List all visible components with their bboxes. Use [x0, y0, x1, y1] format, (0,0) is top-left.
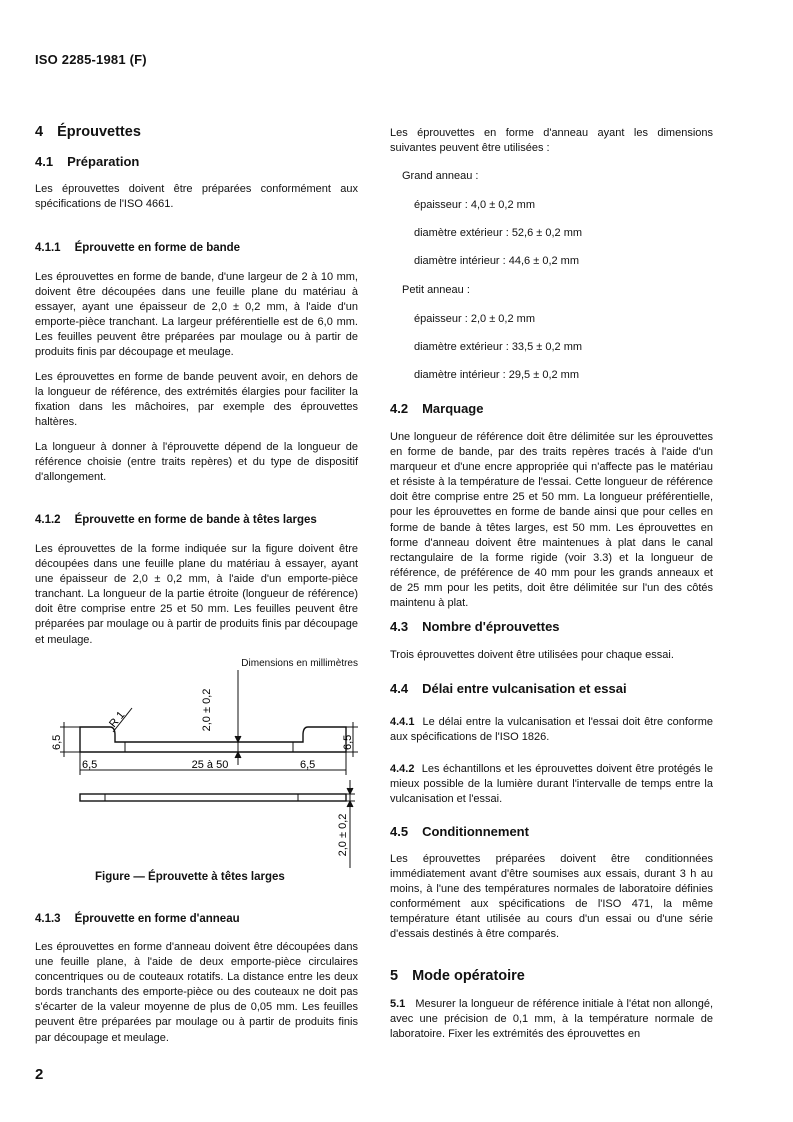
- section-title: Marquage: [422, 401, 484, 416]
- paragraph-text: Les échantillons et les éprouvettes doivent être protégés le mieux possible de la lumière durant l'intervalle de temps entre la vulcanisation et l'essai.: [390, 763, 713, 806]
- section-number: 4.1: [35, 154, 54, 169]
- dim-thickness-top-label: 2,0 ± 0,2: [201, 688, 213, 732]
- paragraph-text: Le délai entre la vulcanisation et l'essai doit être conforme aux spécifications de l'ISO 1826.: [390, 716, 713, 744]
- section-4-1-3-heading: [35, 913, 240, 925]
- section-title: Conditionnement: [422, 824, 529, 839]
- dim-left-width-label: 6,5: [82, 759, 98, 771]
- dim-radius-label: R 1: [107, 709, 128, 730]
- petit-anneau-item: épaisseur : 2,0 ± 0,2 mm: [414, 313, 535, 325]
- section-4-5-heading: [390, 824, 529, 839]
- section-4-1-2-heading: [35, 514, 317, 526]
- section-title: Préparation: [67, 154, 140, 169]
- paragraph-text: Mesurer la longueur de référence initiale à l'état non allongé, avec une précision de 0,1 mm, à la température normale de laboratoire. Fixer les extrémités des éprouvettes en: [390, 998, 714, 1041]
- paragraph-4-1-1-c: La longueur à donner à l'éprouvette dépend de la longueur de référence choisie (entre traits repères) et du type de dispositif d'allongement.: [35, 441, 358, 484]
- figure-caption: Figure — Éprouvette à têtes larges: [95, 871, 285, 883]
- page-number: 2: [35, 1066, 44, 1083]
- petit-anneau-item: diamètre extérieur : 33,5 ± 0,2 mm: [414, 341, 583, 353]
- paragraph-4-4-2: [390, 762, 713, 807]
- arrowhead: [235, 736, 241, 742]
- dim-thickness-bottom-label: 2,0 ± 0,2: [337, 813, 349, 857]
- section-4-2-heading: [390, 401, 483, 416]
- section-number: 4.1.3: [35, 913, 61, 925]
- section-title: Éprouvette en forme d'anneau: [74, 913, 240, 925]
- dim-gauge-label: 25 à 50: [191, 759, 229, 771]
- grand-anneau-label: Grand anneau :: [402, 170, 479, 182]
- section-number: 4.1.1: [35, 242, 61, 254]
- specimen-side-view: [80, 794, 346, 801]
- paragraph-4-1-2: Les éprouvettes de la forme indiquée sur la figure doivent être découpées dans une feuille plane du matériau à essayer, ayant une épaisseur de 2,0 ± 0,2 mm, à l'aide d'un emporte-pièce tranchant. La longueur de la partie étroite (longueur de référence) doit être comprise entre 25 et 50 mm. Les feuilles peuvent être préparées par moulage ou à partir de produits finis par découpage et meulage.: [35, 543, 358, 646]
- paragraph-4-4-1: [390, 715, 713, 745]
- dim-left-height-label: 6,5: [51, 734, 63, 750]
- specimen-outline: [80, 727, 346, 752]
- grand-anneau-item: diamètre intérieur : 44,6 ± 0,2 mm: [414, 255, 579, 267]
- section-number: 4.3: [390, 619, 409, 634]
- paragraph-number: 4.4.1: [390, 716, 415, 728]
- section-4-1-heading: [35, 154, 139, 169]
- paragraph-4-1-1-b: Les éprouvettes en forme de bande peuvent avoir, en dehors de la longueur de référence, des extrémités élargies pour faciliter la fixation dans les mâchoires, par exemple des éprouvettes haltères.: [35, 371, 358, 429]
- section-title: Éprouvette en forme de bande: [74, 242, 241, 254]
- petit-anneau-label: Petit anneau :: [402, 284, 470, 296]
- paragraph-number: 5.1: [390, 998, 406, 1010]
- paragraph-4-1: Les éprouvettes doivent être préparées conformément aux spécifications de l'ISO 4661.: [35, 183, 358, 211]
- section-4-3-heading: [390, 619, 560, 634]
- grand-anneau-item: épaisseur : 4,0 ± 0,2 mm: [414, 199, 535, 211]
- section-title: Mode opératoire: [412, 968, 525, 984]
- section-number: 4.1.2: [35, 514, 61, 526]
- paragraph-4-1-1-a: Les éprouvettes en forme de bande, d'une largeur de 2 à 10 mm, doivent être découpées dans une feuille plane du matériau à essayer, ayant une épaisseur de 2,0 ± 0,2 mm, à l'aide d'un emporte-pièce tranchant. La largeur préférentielle est de 6,0 mm. Les feuilles peuvent être préparées par moulage ou à partir de produits finis par découpage et meulage.: [35, 271, 358, 359]
- paragraph-number: 4.4.2: [390, 763, 415, 775]
- section-title: Délai entre vulcanisation et essai: [422, 681, 627, 696]
- figure-units-note: Dimensions en millimètres: [241, 658, 358, 669]
- section-number: 4.4: [390, 681, 409, 696]
- section-4-heading: [35, 124, 141, 140]
- section-number: 4.5: [390, 824, 409, 839]
- dim-right-width-label: 6,5: [300, 759, 316, 771]
- figure-wide-head-specimen: [50, 670, 360, 870]
- paragraph-4-5: Les éprouvettes préparées doivent être conditionnées immédiatement avant d'être soumises aux essais, durant 3 h au moins, à l'une des températures normales de laboratoire définies conformément aux spécifications de l'ISO 471, la même température étant utilisée au cours d'un essai ou d'une série d'essais destinés à être comparés.: [390, 853, 713, 941]
- paragraph-4-3: Trois éprouvettes doivent être utilisées pour chaque essai.: [390, 649, 674, 661]
- section-number: 4: [35, 124, 44, 140]
- section-number: 4.2: [390, 401, 409, 416]
- section-title: Nombre d'éprouvettes: [422, 619, 560, 634]
- paragraph-4-2: Une longueur de référence doit être délimitée sur les éprouvettes en forme de bande, par des traits repères tracés à l'aide d'un marqueur et d'une encre appropriée qui n'affecte pas le matériau et résiste à la température de l'essai. Cette longueur de référence doit être comprise entre 25 et 50 mm. La longueur préférentielle, pour les éprouvettes en forme de bande ainsi que pour celles en forme de bande à têtes larges, est 50 mm. Les éprouvettes en forme d'anneau doivent être maintenues à plat dans le canal rectangulaire de la forme rigide (voir 3.3) et la longueur de référence, de préférence de 40 mm pour les grands anneaux et de 25 mm pour les petits, doit être délimitée sur l'un des côtés maintenu à plat.: [390, 431, 713, 610]
- section-title: Éprouvette en forme de bande à têtes larges: [74, 514, 317, 526]
- grand-anneau-item: diamètre extérieur : 52,6 ± 0,2 mm: [414, 227, 583, 239]
- section-title: Éprouvettes: [57, 124, 141, 140]
- section-4-4-heading: [390, 681, 627, 696]
- section-4-1-1-heading: [35, 242, 240, 254]
- section-5-heading: [390, 968, 525, 984]
- document-header: ISO 2285-1981 (F): [35, 52, 147, 67]
- petit-anneau-item: diamètre intérieur : 29,5 ± 0,2 mm: [414, 369, 579, 381]
- paragraph-ring-intro: Les éprouvettes en forme d'anneau ayant les dimensions suivantes peuvent être utilisées :: [390, 127, 713, 155]
- section-number: 5: [390, 968, 399, 984]
- paragraph-4-1-3: Les éprouvettes en forme d'anneau doivent être découpées dans une feuille plane, à l'aide de deux emporte-pièce circulaires concentriques ou de couteaux rotatifs. La distance entre les deux bords tranchants des emporte-pièce ou des couteaux ne doit pas s'écarter de la valeur moyenne de plus de 0,05 mm. Les feuilles peuvent être préparées par moulage ou à partir de produits finis par découpage et meulage.: [35, 941, 358, 1044]
- paragraph-5-1: [390, 997, 713, 1042]
- arrowhead: [235, 752, 241, 758]
- dim-right-height-label: 6,5: [342, 734, 354, 750]
